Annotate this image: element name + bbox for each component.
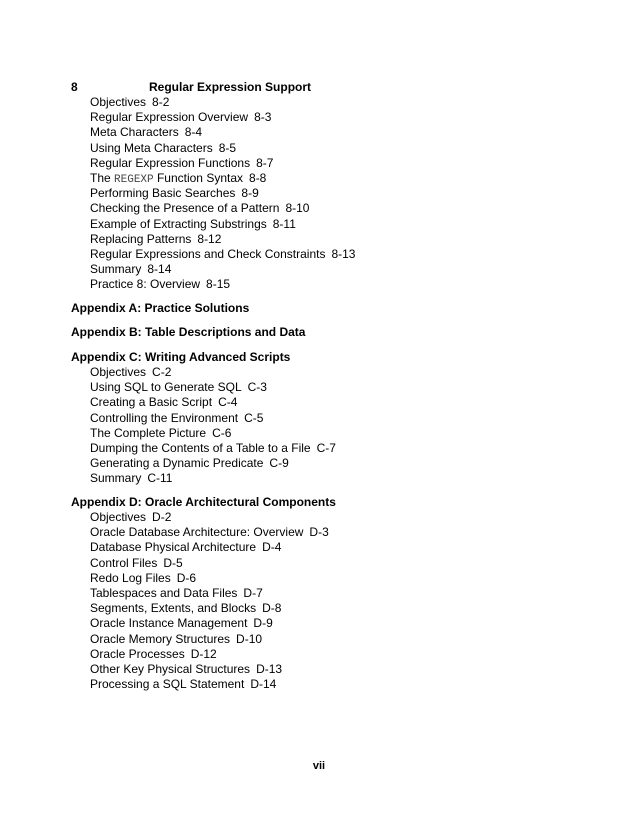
entry-page: D-4 bbox=[262, 540, 282, 555]
toc-entry[interactable] bbox=[90, 110, 611, 125]
toc-entry[interactable] bbox=[90, 95, 611, 110]
entry-page: 8-10 bbox=[285, 201, 310, 216]
toc-entry[interactable] bbox=[90, 201, 611, 216]
entry-page: 8-13 bbox=[331, 246, 356, 261]
entry-title: Regular Expression Overview bbox=[90, 110, 249, 125]
entry-page: 8-14 bbox=[147, 262, 172, 277]
entry-page: D-14 bbox=[250, 677, 277, 692]
toc-entry[interactable] bbox=[90, 125, 611, 140]
toc-entry[interactable] bbox=[90, 217, 611, 232]
entry-page: 8-15 bbox=[206, 277, 231, 292]
entry-page: D-12 bbox=[190, 646, 217, 661]
entry-title-pre: The bbox=[90, 170, 115, 185]
appendix-d-entries bbox=[90, 510, 611, 692]
entry-title: Controlling the Environment bbox=[90, 410, 239, 425]
toc-entry[interactable] bbox=[90, 365, 611, 380]
toc-entry[interactable] bbox=[90, 232, 611, 247]
entry-title: Other Key Physical Structures bbox=[90, 661, 251, 676]
entry-title: Using SQL to Generate SQL bbox=[90, 380, 242, 395]
toc-entry[interactable] bbox=[90, 395, 611, 410]
entry-page: C-2 bbox=[152, 365, 172, 379]
toc-entry[interactable] bbox=[90, 411, 611, 426]
toc-entry[interactable] bbox=[90, 426, 611, 441]
entry-title: Objectives bbox=[90, 510, 147, 524]
appendix-d-heading[interactable]: Appendix D: Oracle Architectural Components bbox=[71, 495, 336, 509]
entry-page: D-6 bbox=[176, 570, 197, 585]
entry-title: Processing a SQL Statement bbox=[90, 677, 245, 692]
toc-entry[interactable] bbox=[90, 616, 611, 631]
entry-page: 8-9 bbox=[241, 186, 259, 201]
toc-entry[interactable] bbox=[90, 186, 611, 201]
entry-page: C-9 bbox=[269, 456, 289, 471]
entry-page: 8-7 bbox=[256, 155, 274, 170]
entry-title: Summary bbox=[90, 262, 142, 277]
entry-page: D-8 bbox=[262, 601, 282, 616]
toc-entry[interactable] bbox=[90, 677, 611, 692]
entry-page: D-5 bbox=[163, 555, 183, 570]
appendix-b-heading[interactable]: Appendix B: Table Descriptions and Data bbox=[71, 325, 306, 339]
appendix-a-section bbox=[71, 301, 611, 316]
entry-title: Objectives bbox=[90, 365, 147, 379]
toc-entry[interactable] bbox=[90, 441, 611, 456]
toc-entry[interactable] bbox=[90, 510, 611, 525]
toc-entry[interactable] bbox=[90, 647, 611, 662]
entry-title: Tablespaces and Data Files bbox=[90, 585, 238, 600]
entry-title: Segments, Extents, and Blocks bbox=[90, 601, 257, 616]
toc-entry[interactable] bbox=[90, 141, 611, 156]
page-number: vii bbox=[312, 760, 326, 772]
entry-title: Regular Expressions and Check Constraints bbox=[90, 246, 326, 261]
entry-title: Dumping the Contents of a Table to a File bbox=[90, 440, 311, 455]
entry-title: The Complete Picture bbox=[90, 425, 207, 440]
entry-page: C-5 bbox=[244, 410, 264, 425]
appendix-b-section bbox=[71, 325, 611, 340]
entry-title: Replacing Patterns bbox=[90, 231, 192, 246]
entry-page: D-7 bbox=[243, 585, 263, 600]
toc-entry[interactable] bbox=[90, 380, 611, 395]
entry-page: D-9 bbox=[253, 616, 273, 631]
entry-title: Using Meta Characters bbox=[90, 140, 213, 155]
entry-page: C-7 bbox=[316, 440, 336, 455]
toc-entry[interactable] bbox=[90, 586, 611, 601]
entry-page: 8-2 bbox=[152, 95, 170, 109]
entry-title: Performing Basic Searches bbox=[90, 186, 236, 201]
appendix-c-heading[interactable]: Appendix C: Writing Advanced Scripts bbox=[71, 350, 291, 364]
entry-title: Meta Characters bbox=[90, 125, 179, 140]
appendix-c-entries bbox=[90, 365, 611, 487]
entry-page: 8-12 bbox=[197, 231, 222, 246]
entry-title: Database Physical Architecture bbox=[90, 540, 257, 555]
entry-page: C-11 bbox=[147, 471, 173, 486]
entry-title-post: Function Syntax bbox=[153, 170, 244, 185]
appendix-c-section bbox=[71, 350, 611, 487]
entry-page: 8-4 bbox=[184, 125, 203, 140]
entry-page: 8-5 bbox=[218, 140, 237, 155]
entry-title: Oracle Memory Structures bbox=[90, 631, 231, 646]
chapter-8-section bbox=[71, 80, 611, 292]
entry-page: C-4 bbox=[218, 395, 238, 410]
toc-entry[interactable] bbox=[90, 247, 611, 262]
toc-entry[interactable] bbox=[90, 632, 611, 647]
entry-page: D-13 bbox=[256, 661, 283, 676]
entry-title: Oracle Processes bbox=[90, 646, 185, 661]
entry-title: Checking the Presence of a Pattern bbox=[90, 201, 280, 216]
toc-entry[interactable] bbox=[90, 456, 611, 471]
entry-page: 8-3 bbox=[254, 110, 272, 125]
entry-title: Objectives bbox=[90, 95, 147, 109]
entry-title: Creating a Basic Script bbox=[90, 395, 213, 410]
entry-page: 8-8 bbox=[249, 170, 267, 185]
toc-entry[interactable] bbox=[90, 540, 611, 555]
entry-title: Redo Log Files bbox=[90, 570, 171, 585]
entry-title: Practice 8: Overview bbox=[90, 277, 201, 292]
entry-title-code: REGEXP bbox=[114, 173, 154, 186]
entry-title: Example of Extracting Substrings bbox=[90, 216, 267, 231]
entry-page: C-3 bbox=[247, 380, 267, 395]
entry-title: Oracle Database Architecture: Overview bbox=[90, 525, 304, 540]
entry-page: 8-11 bbox=[272, 216, 296, 231]
toc-entry[interactable] bbox=[90, 556, 611, 571]
chapter-8-heading bbox=[71, 80, 611, 95]
toc-entry[interactable] bbox=[90, 662, 611, 677]
toc-entry[interactable] bbox=[90, 171, 611, 186]
toc-entry[interactable] bbox=[90, 471, 611, 486]
entry-page: C-6 bbox=[212, 425, 232, 440]
chapter-8-entries bbox=[90, 95, 611, 292]
toc-entry[interactable] bbox=[90, 277, 611, 292]
entry-page: D-2 bbox=[152, 510, 172, 524]
toc-entry[interactable] bbox=[90, 571, 611, 586]
entry-page: D-10 bbox=[236, 631, 263, 646]
entry-page: D-3 bbox=[309, 525, 329, 540]
entry-title: Control Files bbox=[90, 555, 158, 570]
entry-title: Regular Expression Functions bbox=[90, 155, 251, 170]
entry-title: Oracle Instance Management bbox=[90, 616, 248, 631]
toc-entry[interactable] bbox=[90, 156, 611, 171]
toc-entry[interactable] bbox=[90, 262, 611, 277]
entry-title: Generating a Dynamic Predicate bbox=[90, 456, 264, 471]
chapter-number: 8 bbox=[71, 80, 78, 94]
toc-entry[interactable] bbox=[90, 601, 611, 616]
appendix-d-section bbox=[71, 495, 611, 692]
appendix-a-heading[interactable]: Appendix A: Practice Solutions bbox=[71, 301, 250, 315]
entry-title: Summary bbox=[90, 471, 142, 486]
toc-entry[interactable] bbox=[90, 525, 611, 540]
chapter-title: Regular Expression Support bbox=[149, 80, 312, 94]
